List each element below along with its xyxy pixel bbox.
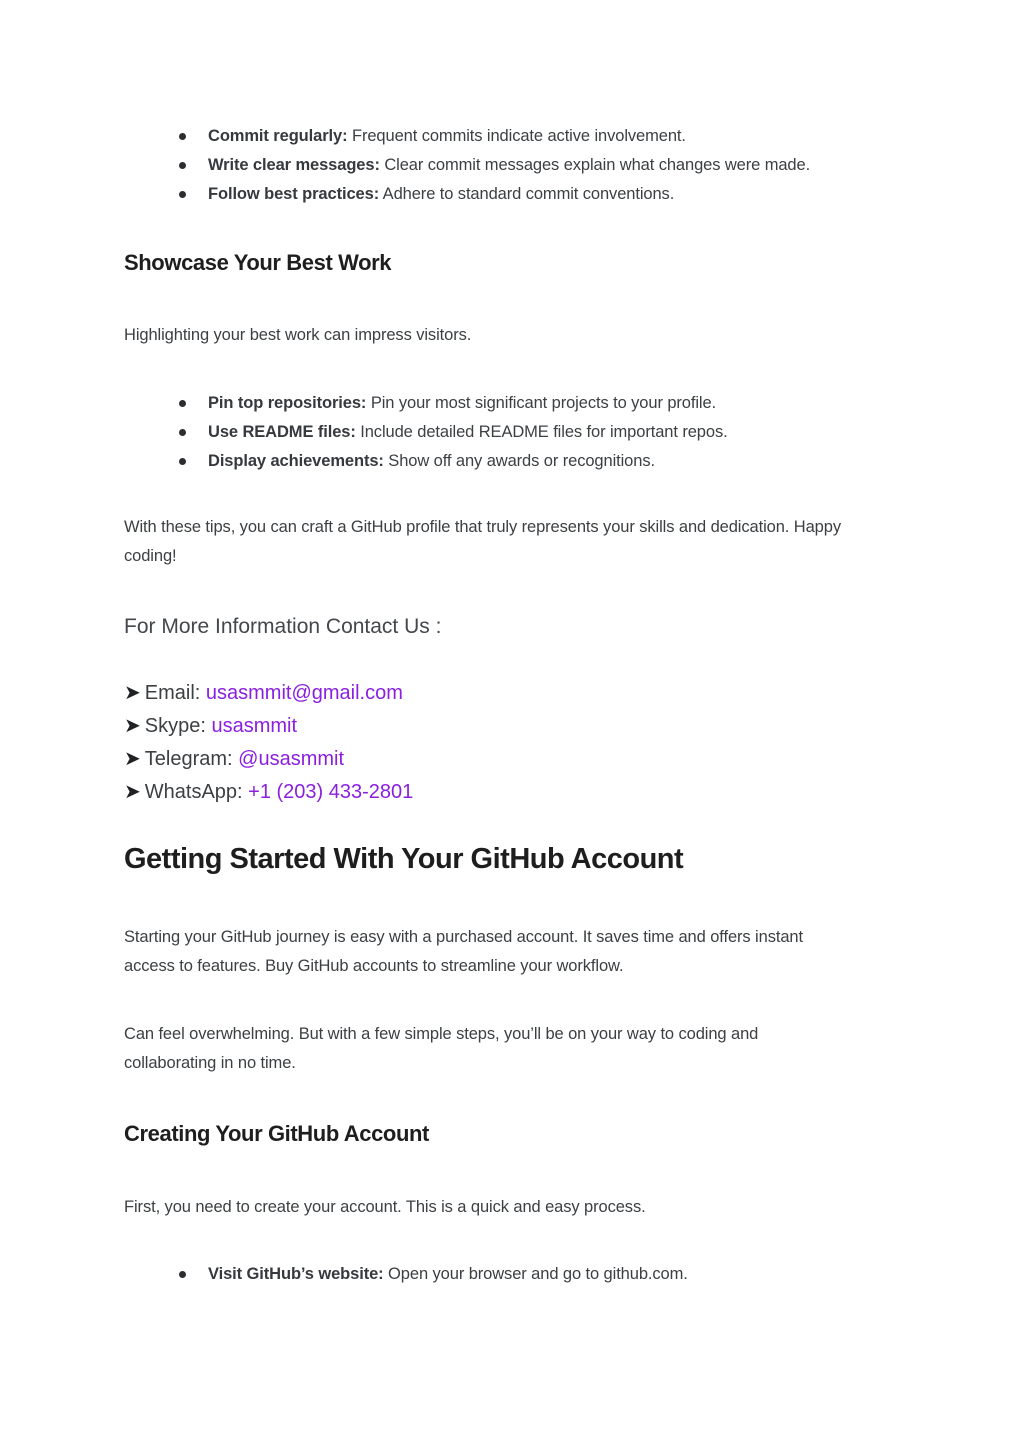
bullet-icon (179, 191, 186, 198)
list-item-lead: Pin top repositories: (208, 394, 367, 412)
skype-link[interactable]: usasmmit (211, 715, 298, 737)
contact-line-skype (124, 710, 904, 743)
list-item (124, 122, 904, 151)
list-item-body: Clear commit messages explain what changes were made. (379, 156, 811, 174)
arrow-icon: ➤ (124, 781, 141, 803)
showcase-tips-list (124, 389, 904, 476)
bullet-icon (179, 133, 186, 140)
whatsapp-link[interactable]: +1 (203) 433-2801 (248, 781, 414, 803)
list-item-text (208, 180, 828, 209)
list-item-lead: Follow best practices: (208, 185, 380, 203)
arrow-icon: ➤ (124, 715, 141, 737)
bullet-icon (179, 162, 186, 169)
paragraph-highlight: Highlighting your best work can impress visitors. (124, 326, 472, 344)
contact-line-email (124, 677, 904, 710)
list-item-text (208, 447, 904, 476)
bullet-icon (179, 429, 186, 436)
list-item-lead: Use README files: (208, 423, 356, 441)
contact-label: Skype: (144, 715, 212, 737)
telegram-link[interactable]: @usasmmit (238, 748, 345, 770)
list-item-body: Include detailed README files for important repos. (355, 423, 728, 441)
list-item-text (208, 151, 828, 180)
list-item-text (208, 418, 904, 447)
email-link[interactable]: usasmmit@gmail.com (205, 682, 403, 704)
list-item-lead: Commit regularly: (208, 127, 348, 145)
paragraph-first-create: First, you need to create your account. This is a quick and easy process. (124, 1198, 646, 1216)
commit-tips-list (124, 122, 904, 209)
paragraph-can-feel: Can feel overwhelming. But with a few simple steps, you’ll be on your way to coding and collaborating in no time. (124, 1025, 759, 1072)
list-item (124, 180, 904, 209)
list-item (124, 418, 904, 447)
contact-label: WhatsApp: (144, 781, 249, 803)
list-item (124, 151, 904, 180)
bullet-icon (179, 458, 186, 465)
paragraph-tips-outro: With these tips, you can craft a GitHub profile that truly represents your skills and dedication. Happy coding! (124, 518, 841, 565)
section-heading-showcase: Showcase Your Best Work (124, 250, 392, 275)
list-item (124, 447, 904, 476)
bullet-icon (179, 400, 186, 407)
list-item-body: Pin your most significant projects to your profile. (366, 394, 717, 412)
list-item-body: Frequent commits indicate active involvement. (347, 127, 686, 145)
bullet-icon (179, 1271, 186, 1278)
list-item-text (208, 389, 904, 418)
list-item-lead: Visit GitHub’s website: (208, 1265, 384, 1283)
contact-label: Email: (144, 682, 206, 704)
list-item (124, 389, 904, 418)
list-item-body: Show off any awards or recognitions. (383, 452, 655, 470)
list-item-body: Adhere to standard commit conventions. (379, 185, 675, 203)
list-item-text (208, 1260, 904, 1289)
creating-steps-list (124, 1260, 904, 1289)
section-heading-creating: Creating Your GitHub Account (124, 1121, 429, 1146)
paragraph-starting-journey: Starting your GitHub journey is easy with a purchased account. It saves time and offers instant access to features. Buy GitHub accounts to streamline your workflow. (124, 928, 803, 975)
contact-line-whatsapp (124, 776, 904, 809)
arrow-icon: ➤ (124, 682, 141, 704)
arrow-icon: ➤ (124, 748, 141, 770)
list-item (124, 1260, 904, 1289)
list-item-lead: Write clear messages: (208, 156, 380, 174)
contact-heading: For More Information Contact Us : (124, 615, 442, 638)
contact-line-telegram (124, 743, 904, 776)
list-item-body: Open your browser and go to github.com. (383, 1265, 688, 1283)
contact-block (124, 677, 904, 809)
contact-label: Telegram: (144, 748, 239, 770)
list-item-text (208, 122, 828, 151)
list-item-lead: Display achievements: (208, 452, 384, 470)
page-title-getting-started: Getting Started With Your GitHub Account (124, 843, 684, 875)
